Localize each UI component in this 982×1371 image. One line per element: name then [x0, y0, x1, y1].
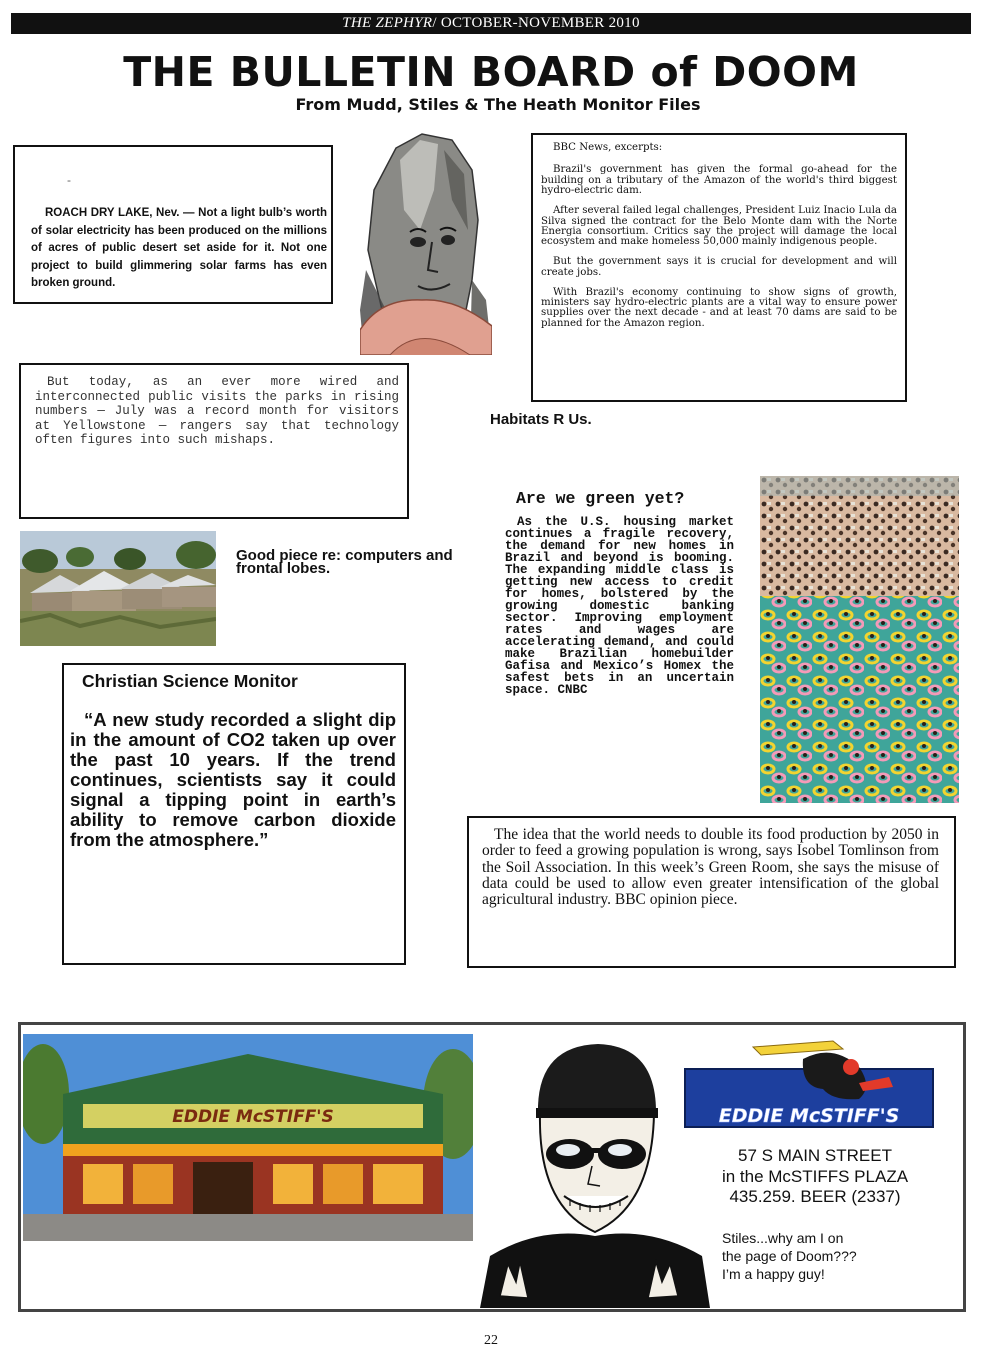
bbc-paragraph: After several failed legal challenges, President Luiz Inacio Lula da Silva signed the contract for the Belo Monte dam with the Norte Energia consortium. Critics say the project will damage the local ecosystem and make homeless 50,000 mainly indigenous people. [541, 205, 897, 248]
food-text: The idea that the world needs to double its food production by 2050 in order to feed a growing population is wrong, says Isobel Tomlinson from the Soil Association. In this week’s Green Room, she says the misuse of data could be used to allow even greater intensification of the global agricultural industry. BBC opinion piece. [482, 826, 939, 909]
address-line: 57 S MAIN STREET [738, 1146, 892, 1165]
page-title: THE BULLETIN BOARD of DOOM [123, 48, 859, 96]
logo-text: EDDIE McSTIFF'S [718, 1105, 900, 1127]
csm-box [62, 663, 406, 965]
bbc-source: BBC News, excerpts: [553, 142, 663, 153]
monolith-face-illustration [360, 130, 492, 355]
good-piece-caption: Good piece re: computers and frontal lobes. [236, 547, 453, 577]
stiles-quote [722, 1229, 922, 1283]
bbc-paragraph: Brazil's government has given the formal go-ahead for the building on a tributary of the Amazon of the world's third biggest hydro-electric dam. [541, 164, 897, 197]
crowded-pool-photo [760, 476, 959, 803]
bbc-paragraph: But the government says it is crucial for development and will create jobs. [541, 256, 897, 278]
food-production-box [467, 816, 956, 968]
header-bar [11, 13, 971, 34]
eddie-mcstiffs-logo [683, 1037, 935, 1129]
roach-dash: - [67, 173, 71, 187]
store-sign-text: EDDIE McSTIFF'S [172, 1107, 334, 1127]
yellowstone-parks-box [19, 363, 409, 519]
parks-text: But today, as an ever more wired and interconnected public visits the parks in rising numbers — July was a record month for visitors at Yellowstone — rangers say that technology often figures into such mishaps. [35, 375, 399, 448]
stiles-quote-line: I’m a happy guy! [722, 1266, 825, 1282]
address-line: in the McSTIFFS PLAZA [721, 1166, 909, 1186]
roach-text: ROACH DRY LAKE, Nev. — Not a light bulb’s worth of solar electricity has been produced on the millions of acres of public desert set aside for it. Not one project to build glimmering solar farms has even broken ground. [31, 207, 327, 289]
green-yet-heading: Are we green yet? [516, 489, 685, 508]
housing-development-photo [20, 531, 216, 646]
page-subtitle: From Mudd, Stiles & The Heath Monitor Files [295, 95, 701, 114]
bbc-paragraph: With Brazil's economy continuing to show signs of growth, ministers say hydro-electric plants are a vital way to ensure power supplies over the next decade - and at least 70 dams are said to be planned for the Amazon region. [541, 286, 897, 329]
publication-name: THE ZEPHYR [342, 15, 433, 31]
roach-dry-lake-box [13, 145, 333, 304]
issue-date: / OCTOBER-NOVEMBER 2010 [432, 15, 640, 31]
green-yet-text: As the U.S. housing market continues a fragile recovery, the demand for new homes in Brazil and beyond is booming. The expanding middle class is getting new access to credit for homes, bolstered by the growing domestic banking sector. Improving employment rates and wages are accelerating demand, and could make Brazilian homebuilder Gafisa and Mexico’s Homex the safest bets in an uncertain space. CNBC [505, 515, 734, 697]
stiles-quote-line: the page of Doom??? [722, 1248, 857, 1264]
stiles-cartoon-portrait [480, 1036, 710, 1308]
csm-quote: “A new study recorded a slight dip in the amount of CO2 taken up over the past 10 years. If the trend continues, scientists say it could signal a tipping point in earth’s ability to remove carbon dioxide from the atmosphere.” [70, 709, 396, 850]
stiles-quote-line: Stiles...why am I on [722, 1230, 844, 1246]
address-line: 435.259. BEER (2337) [729, 1187, 901, 1206]
habitats-caption: Habitats R Us. [490, 411, 592, 428]
store-front-photo [23, 1034, 473, 1241]
store-address [700, 1146, 930, 1208]
csm-source: Christian Science Monitor [82, 671, 298, 691]
bbc-news-box [531, 133, 907, 402]
page-number: 22 [484, 1333, 498, 1348]
